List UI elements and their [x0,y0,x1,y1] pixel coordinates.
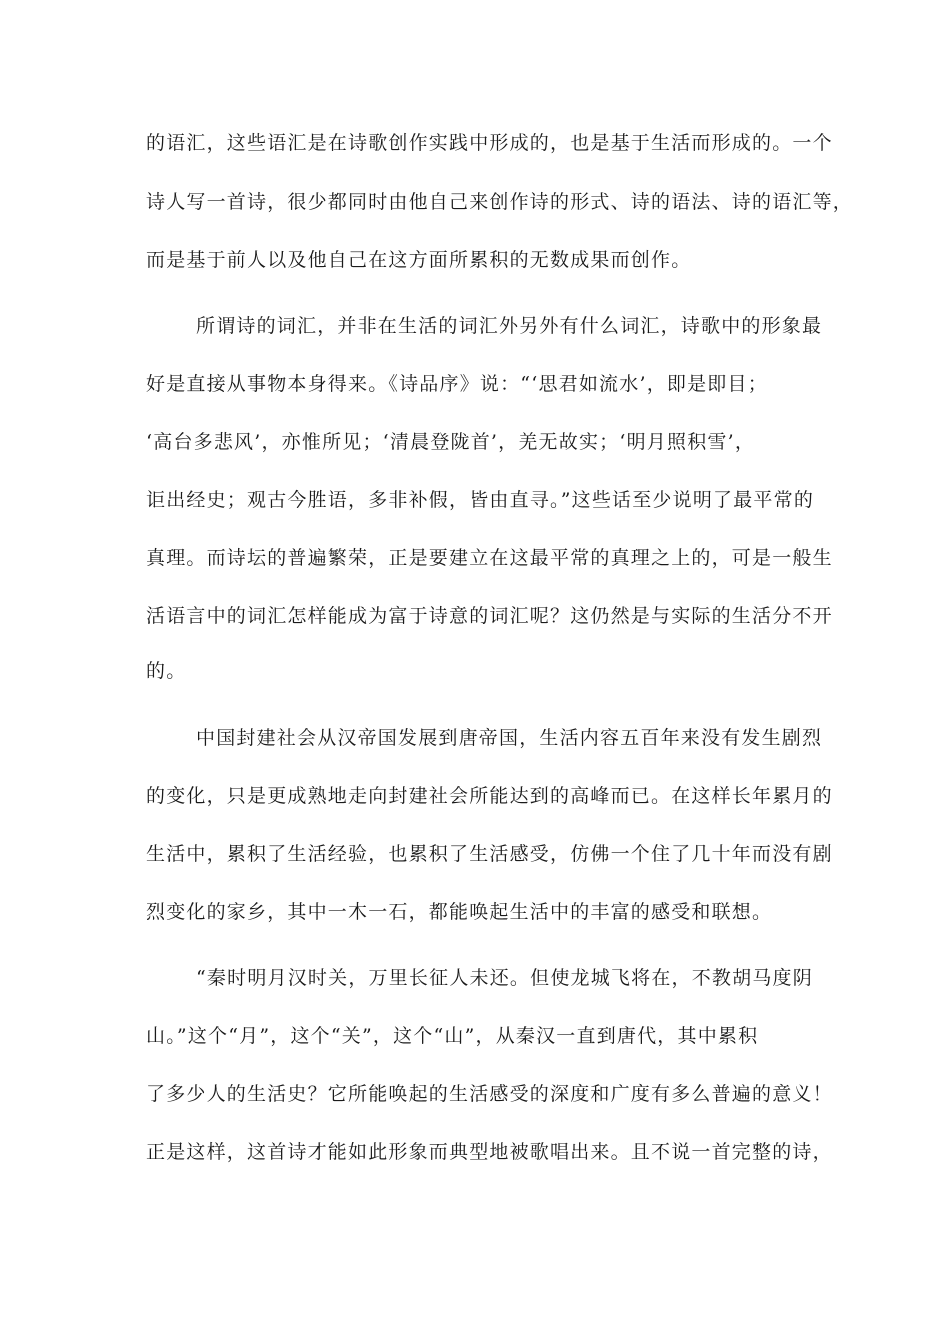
paragraph-first-line: 所谓诗的词汇，并非在生活的词汇外另外有什么词汇，诗歌中的形象最 [196,315,823,337]
text-line: 真理。而诗坛的普遍繁荣，正是要建立在这最平常的真理之上的，可是一般生 [146,547,833,569]
text-line: 了多少人的生活史？它所能唤起的生活感受的深度和广度有多么普遍的意义！ [146,1083,833,1105]
text-line: 生活中，累积了生活经验，也累积了生活感受，仿佛一个住了几十年而没有剧 [146,843,833,865]
text-line: 正是这样，这首诗才能如此形象而典型地被歌唱出来。且不说一首完整的诗， [146,1141,833,1163]
paragraph-first-line: 中国封建社会从汉帝国发展到唐帝国，生活内容五百年来没有发生剧烈 [196,727,823,749]
text-line: 的语汇，这些语汇是在诗歌创作实践中形成的，也是基于生活而形成的。一个 [146,132,833,154]
text-line: 讵出经史；观古今胜语，多非补假，皆由直寻。”这些话至少说明了最平常的 [146,489,815,511]
text-line: 活语言中的词汇怎样能成为富于诗意的词汇呢？这仍然是与实际的生活分不开 [146,605,833,627]
text-line: 好是直接从事物本身得来。《诗品序》说：“‘思君如流水’，即是即目； [146,373,768,395]
text-line: 而是基于前人以及他自己在这方面所累积的无数成果而创作。 [146,249,692,271]
text-line: 的变化，只是更成熟地走向封建社会所能达到的高峰而已。在这样长年累月的 [146,785,833,807]
text-line: 的。 [146,660,187,682]
paragraph-first-line: “秦时明月汉时关，万里长征人未还。但使龙城飞将在，不教胡马度阴 [196,967,813,989]
text-line: ‘高台多悲风’，亦惟所见；‘清晨登陇首’，羌无故实；‘明月照积雪’， [146,431,756,453]
text-line: 烈变化的家乡，其中一木一石，都能唤起生活中的丰富的感受和联想。 [146,901,773,923]
text-line: 诗人写一首诗，很少都同时由他自己来创作诗的形式、诗的语法、诗的语汇等， [146,191,854,213]
text-line: 山。”这个“月”，这个“关”，这个“山”，从秦汉一直到唐代，其中累积 [146,1025,759,1047]
